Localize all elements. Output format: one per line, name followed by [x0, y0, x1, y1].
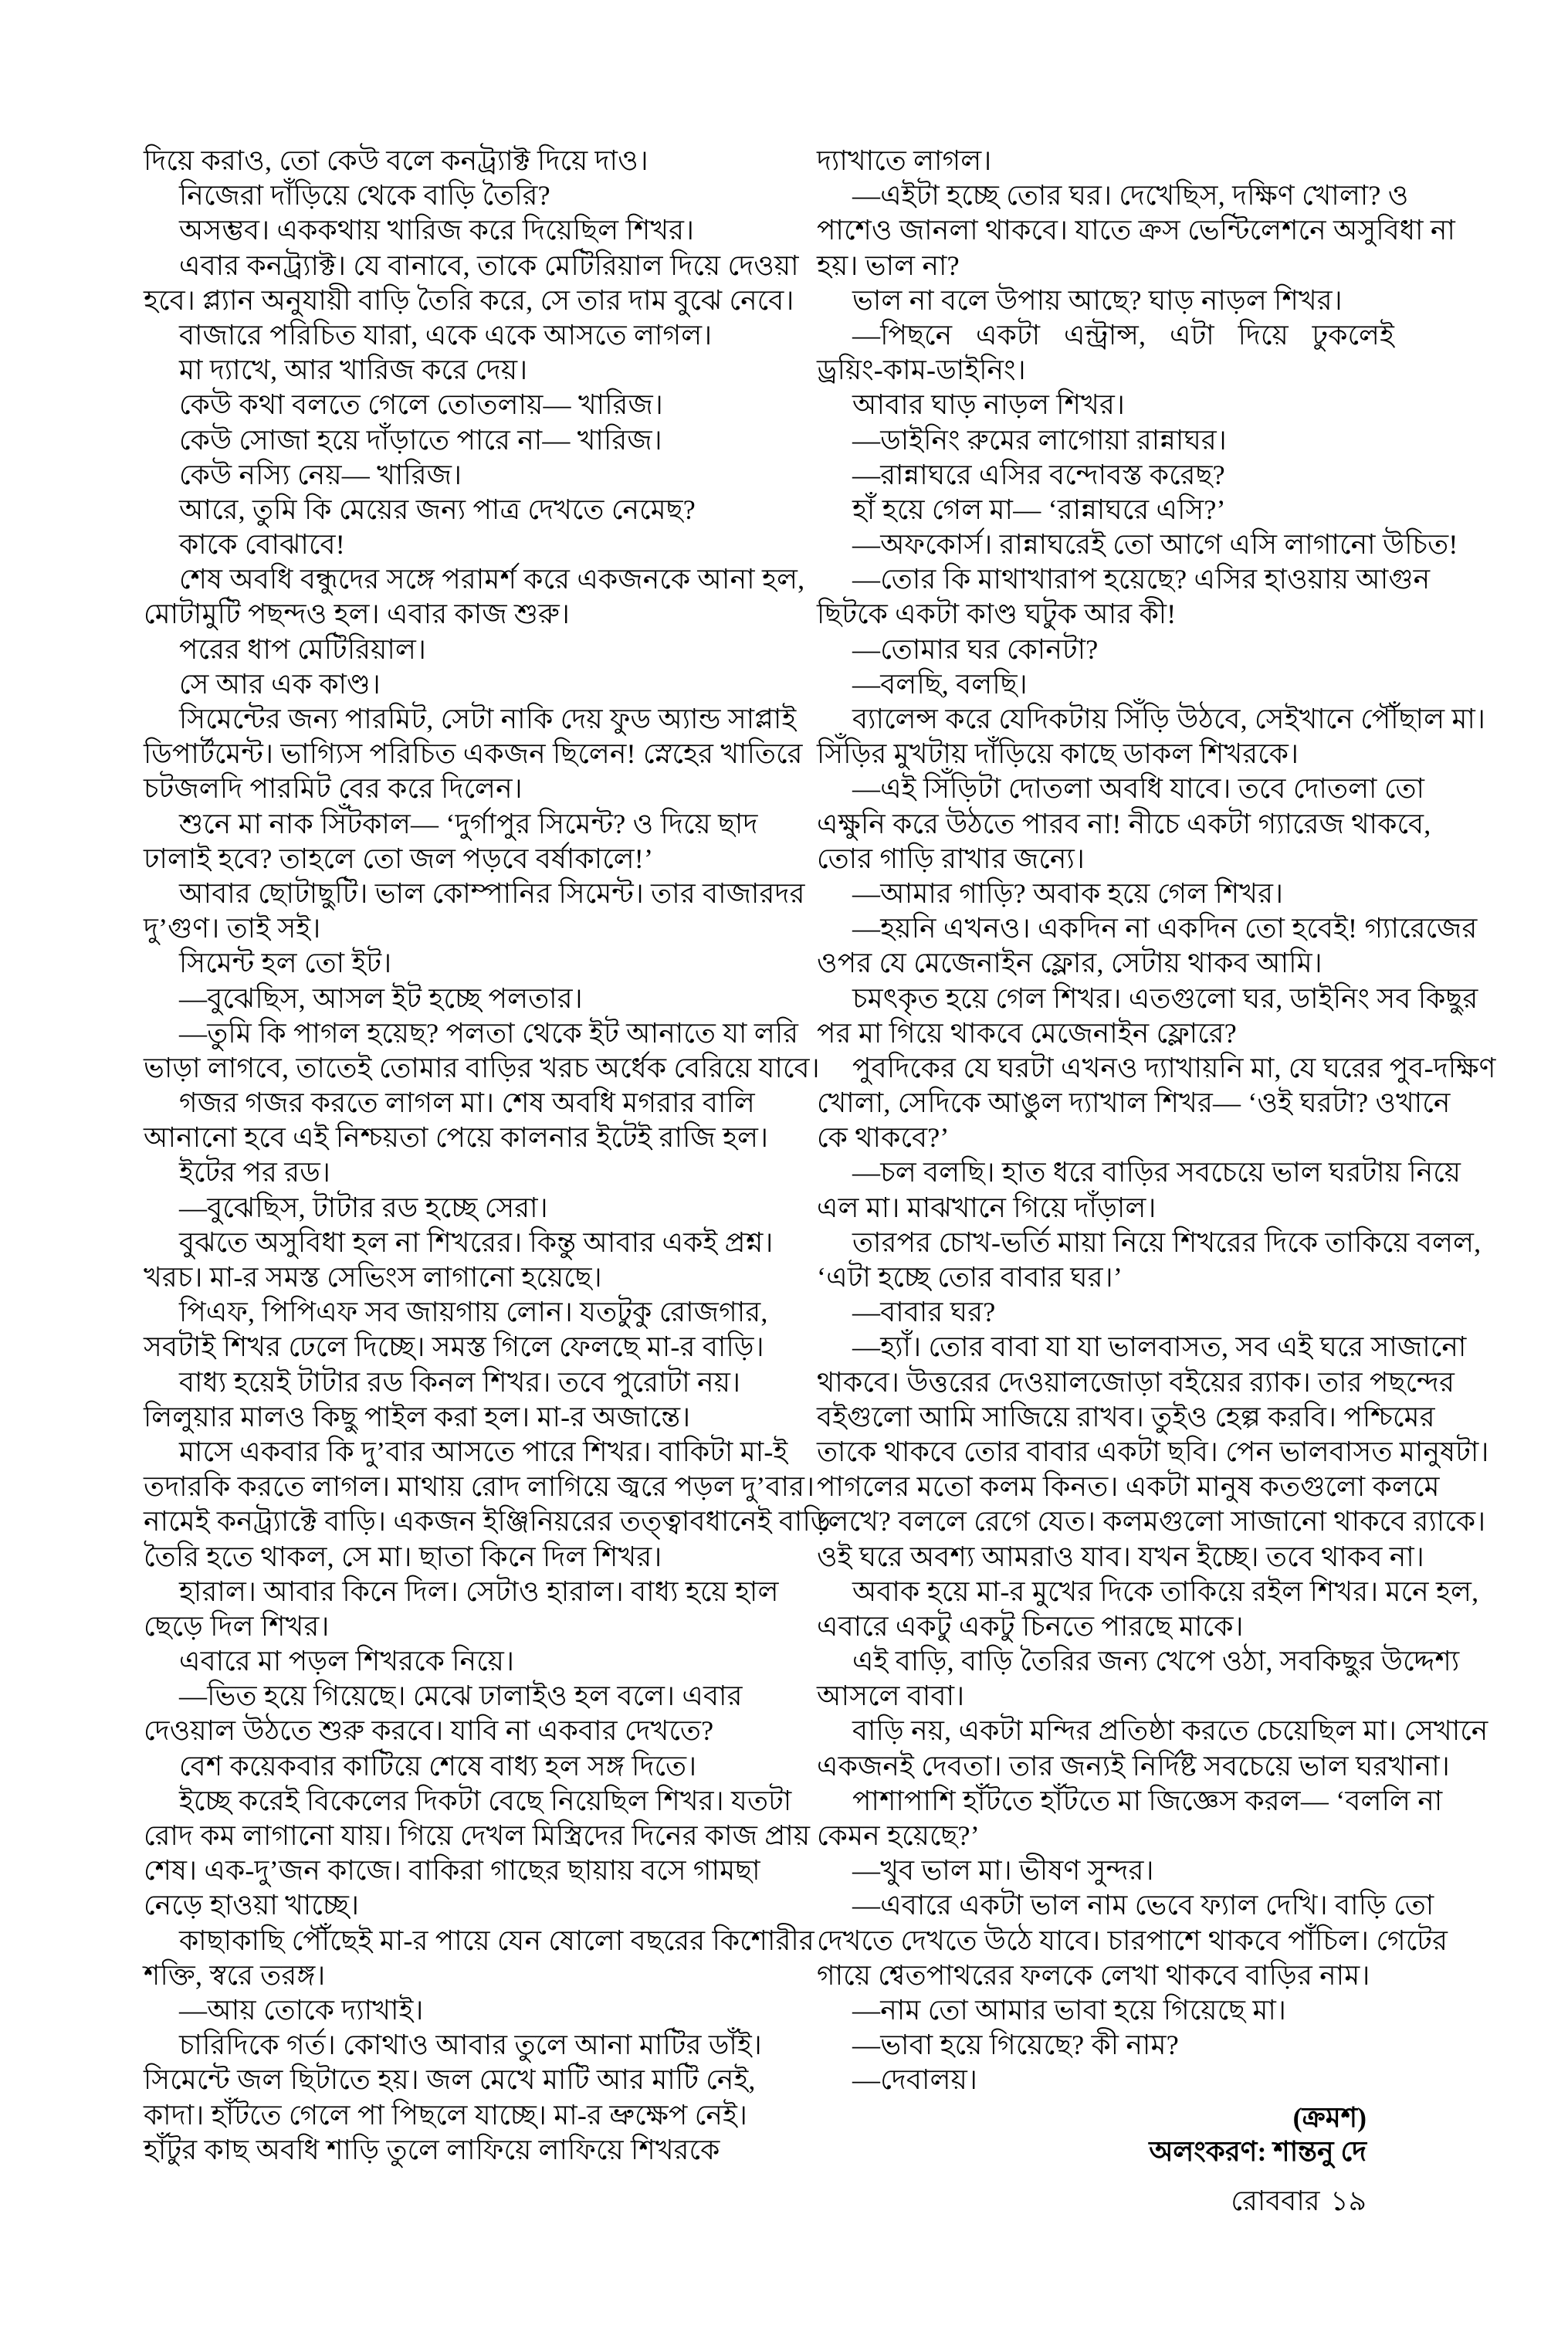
text-line: —এবারে একটা ভাল নাম ভেবে ফ্যাল দেখি। বাড়ি তো	[852, 1890, 1434, 1921]
text-line: ভাল না বলে উপায় আছে? ঘাড় নাড়ল শিখর।	[852, 284, 1343, 316]
text-line: এবারে মা পড়ল শিখরকে নিয়ে।	[179, 1646, 515, 1677]
text-line: —বাবার ঘর?	[852, 1297, 996, 1328]
text-line: পাশেও জানলা থাকবে। যাতে ক্রস ভেন্টিলেশনে অসুবিধা না	[817, 215, 1456, 246]
text-line: কেমন হয়েছে?’	[817, 1820, 980, 1851]
text-line: থাকবে। উত্তরের দেওয়ালজোড়া বইয়ের র‍্যাক। তার পছন্দের	[817, 1366, 1455, 1398]
text-line: দিয়ে করাও, তো কেউ বলে কনট্র্যাক্ট দিয়ে দাও।	[144, 145, 649, 176]
text-line: বইগুলো আমি সাজিয়ে রাখব। তুইও হেল্প করবি। পশ্চিমের	[817, 1401, 1435, 1433]
text-line: সবটাই শিখর ঢেলে দিচ্ছে। সমস্ত গিলে ফেলছে মা-র বাড়ি।	[144, 1331, 764, 1363]
text-line: মাসে একবার কি দু’বার আসতে পারে শিখর। বাকিটা মা-ই	[179, 1436, 788, 1467]
text-line: —নাম তো আমার ভাবা হয়ে গিয়েছে মা।	[852, 1994, 1287, 2026]
text-line: চমৎকৃত হয়ে গেল শিখর। এতগুলো ঘর, ডাইনিং সব কিছুর	[852, 982, 1478, 1014]
text-line: তোর গাড়ি রাখার জন্যে।	[817, 843, 1085, 874]
text-line: —ভাবা হয়ে গিয়েছে? কী নাম?	[852, 2029, 1179, 2061]
text-line: শক্তি, স্বরে তরঙ্গ।	[144, 1959, 326, 1991]
page-footer	[817, 2184, 1366, 2219]
text-line: তদারকি করতে লাগল। মাথায় রোদ লাগিয়ে জ্বরে পড়ল দু’বার।	[144, 1471, 815, 1503]
text-line: এবারে একটু একটু চিনতে পারছে মাকে।	[817, 1610, 1244, 1642]
column-left	[144, 144, 831, 2168]
page-number: ১৯	[1330, 2185, 1366, 2216]
text-line: কাছাকাছি পৌঁছেই মা-র পায়ে যেন ষোলো বছরের কিশোরীর	[179, 1924, 814, 1956]
text-line: ওপর যে মেজেনাইন ফ্লোর, সেটায় থাকব আমি।	[817, 948, 1322, 979]
text-line: আবার ছোটাছুটি। ভাল কোম্পানির সিমেন্ট। তার বাজারদর	[179, 877, 805, 909]
text-line: দ্যাখাতে লাগল।	[817, 145, 992, 176]
text-line: বাড়ি নয়, একটা মন্দির প্রতিষ্ঠা করতে চেয়েছিল মা। সেখানে	[852, 1715, 1488, 1747]
text-line: —হ্যাঁ। তোর বাবা যা যা ভালবাসত, সব এই ঘরে সাজানো	[852, 1331, 1467, 1363]
text-line: তাকে থাকবে তোর বাবার একটা ছবি। পেন ভালবাসত মানুষটা।	[817, 1436, 1489, 1467]
text-line: বাধ্য হয়েই টাটার রড কিনল শিখর। তবে পুরোটা নয়।	[179, 1366, 741, 1398]
text-line: মা দ্যাখে, আর খারিজ করে দেয়।	[179, 354, 528, 386]
text-line: পর মা গিয়ে থাকবে মেজেনাইন ফ্লোরে?	[817, 1017, 1237, 1049]
text-line: —আয় তোকে দ্যাখাই।	[179, 1994, 424, 2026]
text-line: শেষ। এক-দু’জন কাজে। বাকিরা গাছের ছায়ায় বসে গামছা	[144, 1855, 760, 1887]
text-line: পুবদিকের যে ঘরটা এখনও দ্যাখায়নি মা, যে ঘরের পুব-দক্ষিণ	[852, 1052, 1496, 1083]
text-line: —তোমার ঘর কোনটা?	[852, 633, 1099, 665]
text-line: —বলছি, বলছি।	[852, 668, 1028, 700]
text-line: সিমেন্টে জল ছিটাতে হয়। জল মেখে মাটি আর মাটি নেই,	[144, 2064, 756, 2096]
text-line: সিমেন্ট হল তো ইট।	[179, 948, 392, 979]
text-line: হয়। ভাল না?	[817, 249, 960, 281]
text-line: আনানো হবে এই নিশ্চয়তা পেয়ে কালনার ইটেই রাজি হল।	[144, 1122, 769, 1154]
text-line: —ডাইনিং রুমের লাগোয়া রান্নাঘর।	[852, 424, 1227, 456]
text-line: হারাল। আবার কিনে দিল। সেটাও হারাল। বাধ্য হয়ে হাল	[179, 1575, 779, 1607]
text-line: লিলুয়ার মালও কিছু পাইল করা হল। মা-র অজান্তে।	[144, 1401, 691, 1433]
text-line: কাদা। হাঁটতে গেলে পা পিছলে যাচ্ছে। মা-র ভ্রুক্ষেপ নেই।	[144, 2099, 748, 2131]
text-line: অসম্ভব। এককথায় খারিজ করে দিয়েছিল শিখর।	[179, 215, 695, 246]
text-line: —পিছনে একটা এন্ট্রান্স, এটা দিয়ে ঢুকলেই	[852, 319, 1394, 351]
text-line: ওই ঘরে অবশ্য আমরাও যাব। যখন ইচ্ছে। তবে থাকব না।	[817, 1541, 1424, 1572]
serial-note: (ক্রমশ)	[1292, 2102, 1366, 2133]
text-line: ইটের পর রড।	[179, 1157, 331, 1188]
text-line: অবাক হয়ে মা-র মুখের দিকে তাকিয়ে রইল শিখর। মনে হল,	[852, 1575, 1479, 1607]
text-line: কাকে বোঝাবে!	[179, 529, 345, 561]
text-line: তৈরি হতে থাকল, সে মা। ছাতা কিনে দিল শিখর।	[144, 1541, 662, 1572]
text-line: —হয়নি এখনও। একদিন না একদিন তো হবেই! গ্যারেজের	[852, 913, 1478, 944]
text-line: সিমেন্টের জন্য পারমিট, সেটা নাকি দেয় ফুড অ্যান্ড সাপ্লাই	[179, 704, 797, 734]
text-line: নেড়ে হাওয়া খাচ্ছে।	[144, 1890, 360, 1921]
text-line: চটজলদি পারমিট বের করে দিলেন।	[144, 773, 523, 805]
text-line: ঢালাই হবে? তাহলে তো জল পড়বে বর্ষাকালে!’	[144, 843, 654, 874]
text-line: খরচ। মা-র সমস্ত সেভিংস লাগানো হয়েছে।	[144, 1262, 602, 1293]
text-line: কে থাকবে?’	[817, 1122, 950, 1154]
text-line: খোলা, সেদিকে আঙুল দ্যাখাল শিখর— ‘ওই ঘরটা? ওখানে	[817, 1087, 1451, 1119]
text-line: —তোর কি মাথাখারাপ হয়েছে? এসির হাওয়ায় আগুন	[852, 564, 1431, 595]
text-line: সে আর এক কাণ্ড।	[179, 668, 381, 700]
text-line: এবার কনট্র্যাক্ট। যে বানাবে, তাকে মেটিরিয়াল দিয়ে দেওয়া	[179, 249, 799, 281]
text-line: —বুঝেছিস, টাটার রড হচ্ছে সেরা।	[179, 1192, 548, 1223]
text-line: এল মা। মাঝখানে গিয়ে দাঁড়াল।	[817, 1192, 1157, 1223]
text-line: —চল বলছি। হাত ধরে বাড়ির সবচেয়ে ভাল ঘরটায় নিয়ে	[852, 1157, 1461, 1188]
text-line: বেশ কয়েকবার কাটিয়ে শেষে বাধ্য হল সঙ্গ দিতে।	[179, 1750, 697, 1782]
text-line: পিএফ, পিপিএফ সব জায়গায় লোন। যতটুকু রোজগার,	[179, 1297, 768, 1328]
text-line: আসলে বাবা।	[817, 1680, 965, 1712]
text-line: এই বাড়ি, বাড়ি তৈরির জন্য খেপে ওঠা, সবকিছুর উদ্দেশ্য	[852, 1646, 1460, 1677]
text-line: —ভিত হয়ে গিয়েছে। মেঝে ঢালাইও হল বলে। এবার	[179, 1680, 743, 1712]
text-line: কেউ কথা বলতে গেলে তোতলায়— খারিজ।	[179, 389, 664, 421]
text-line: চারিদিকে গর্ত। কোথাও আবার তুলে আনা মাটির ডাঁই।	[179, 2029, 762, 2061]
text-line: আবার ঘাড় নাড়ল শিখর।	[852, 389, 1126, 421]
text-line: ছেড়ে দিল শিখর।	[144, 1610, 330, 1642]
magazine-name: রোববার	[1231, 2185, 1320, 2216]
text-line: —এইটা হচ্ছে তোর ঘর। দেখেছিস, দক্ষিণ খোলা? ও	[852, 180, 1409, 212]
text-line: নামেই কনট্র্যাক্টে বাড়ি। একজন ইঞ্জিনিয়রের তত্ত্বাবধানেই বাড়ি	[144, 1506, 831, 1538]
column-right	[817, 144, 1496, 2098]
text-line: ‘এটা হচ্ছে তোর বাবার ঘর।’	[817, 1262, 1123, 1293]
text-line: শুনে মা নাক সিঁটকাল— ‘দুর্গাপুর সিমেন্ট? ও দিয়ে ছাদ	[179, 808, 758, 839]
text-line: সিঁড়ির মুখটায় দাঁড়িয়ে কাছে ডাকল শিখরকে।	[817, 738, 1299, 770]
text-line: পাশাপাশি হাঁটতে হাঁটতে মা জিজ্ঞেস করল— ‘বললি না	[852, 1785, 1443, 1816]
text-line: কেউ সোজা হয়ে দাঁড়াতে পারে না— খারিজ।	[179, 424, 662, 456]
text-line: হবে। প্ল্যান অনুযায়ী বাড়ি তৈরি করে, সে তার দাম বুঝে নেবে।	[144, 284, 794, 316]
text-line: ভাড়া লাগবে, তাতেই তোমার বাড়ির খরচ অর্ধেক বেরিয়ে যাবে।	[144, 1052, 820, 1083]
text-line: দেখতে দেখতে উঠে যাবে। চারপাশে থাকবে পাঁচিল। গেটের	[817, 1924, 1448, 1956]
text-line: দু’গুণ। তাই সই।	[144, 913, 321, 944]
text-line: হাঁটুর কাছ অবধি শাড়ি তুলে লাফিয়ে লাফিয়ে শিখরকে	[144, 2134, 720, 2165]
text-line: ছিটকে একটা কাণ্ড ঘটুক আর কী!	[817, 598, 1177, 630]
text-line: এক্ষুনি করে উঠতে পারব না! নীচে একটা গ্যারেজ থাকবে,	[817, 808, 1431, 839]
text-line: লেখে? বললে রেগে যেত। কলমগুলো সাজানো থাকবে র‍্যাকে।	[817, 1506, 1486, 1538]
text-line: কেউ নস্যি নেয়— খারিজ।	[179, 459, 462, 490]
text-line: —তুমি কি পাগল হয়েছ? পলতা থেকে ইট আনাতে যা লরি	[179, 1017, 799, 1049]
text-line: মোটামুটি পছন্দও হল। এবার কাজ শুরু।	[144, 598, 571, 630]
text-line: হাঁ হয়ে গেল মা— ‘রান্নাঘরে এসি?’	[852, 493, 1226, 525]
text-line: বাজারে পরিচিত যারা, একে একে আসতে লাগল।	[179, 319, 713, 351]
text-line: —অফকোর্স। রান্নাঘরেই তো আগে এসি লাগানো উচিত!	[852, 529, 1458, 561]
text-line: পরের ধাপ মেটিরিয়াল।	[179, 633, 427, 665]
text-line: —এই সিঁড়িটা দোতলা অবধি যাবে। তবে দোতলা তো	[852, 773, 1425, 805]
text-line: শেষ অবধি বন্ধুদের সঙ্গে পরামর্শ করে একজনকে আনা হল,	[179, 564, 805, 595]
text-line: আরে, তুমি কি মেয়ের জন্য পাত্র দেখতে নেমেছ?	[179, 493, 696, 525]
text-line: বুঝতে অসুবিধা হল না শিখরের। কিন্তু আবার একই প্রশ্ন।	[179, 1226, 774, 1258]
illustration-credit: অলংকরণ: শান্তনু দে	[1149, 2136, 1366, 2167]
text-line: ড্রয়িং-কাম-ডাইনিং।	[817, 354, 1026, 386]
text-line: গায়ে শ্বেতপাথরের ফলকে লেখা থাকবে বাড়ির নাম।	[817, 1959, 1370, 1991]
text-line: —বুঝেছিস, আসল ইট হচ্ছে পলতার।	[179, 982, 583, 1014]
text-line: —আমার গাড়ি? অবাক হয়ে গেল শিখর।	[852, 877, 1284, 909]
text-line: ইচ্ছে করেই বিকেলের দিকটা বেছে নিয়েছিল শিখর। যতটা	[179, 1785, 792, 1816]
text-line: ব্যালেন্স করে যেদিকটায় সিঁড়ি উঠবে, সেইখানে পৌঁছাল মা।	[852, 704, 1486, 734]
text-line: দেওয়াল উঠতে শুরু করবে। যাবি না একবার দেখতে?	[144, 1715, 714, 1747]
text-line: পাগলের মতো কলম কিনত। একটা মানুষ কতগুলো কলমে	[817, 1471, 1440, 1503]
text-line: রোদ কম লাগানো যায়। গিয়ে দেখল মিস্ত্রিদের দিনের কাজ প্রায়	[144, 1820, 811, 1851]
text-line: —রান্নাঘরে এসির বন্দোবস্ত করেছ?	[852, 459, 1225, 490]
text-line: ডিপার্টমেন্ট। ভাগ্যিস পরিচিত একজন ছিলেন! স্নেহের খাতিরে	[144, 738, 803, 770]
text-line: তারপর চোখ-ভর্তি মায়া নিয়ে শিখরের দিকে তাকিয়ে বলল,	[852, 1226, 1482, 1258]
text-line: —খুব ভাল মা। ভীষণ সুন্দর।	[852, 1855, 1154, 1887]
text-line: গজর গজর করতে লাগল মা। শেষ অবধি মগরার বালি	[179, 1087, 755, 1119]
text-line: —দেবালয়।	[852, 2064, 978, 2096]
text-line: একজনই দেবতা। তার জন্যই নির্দিষ্ট সবচেয়ে ভাল ঘরখানা।	[817, 1750, 1450, 1782]
text-line: নিজেরা দাঁড়িয়ে থেকে বাড়ি তৈরি?	[179, 180, 550, 212]
